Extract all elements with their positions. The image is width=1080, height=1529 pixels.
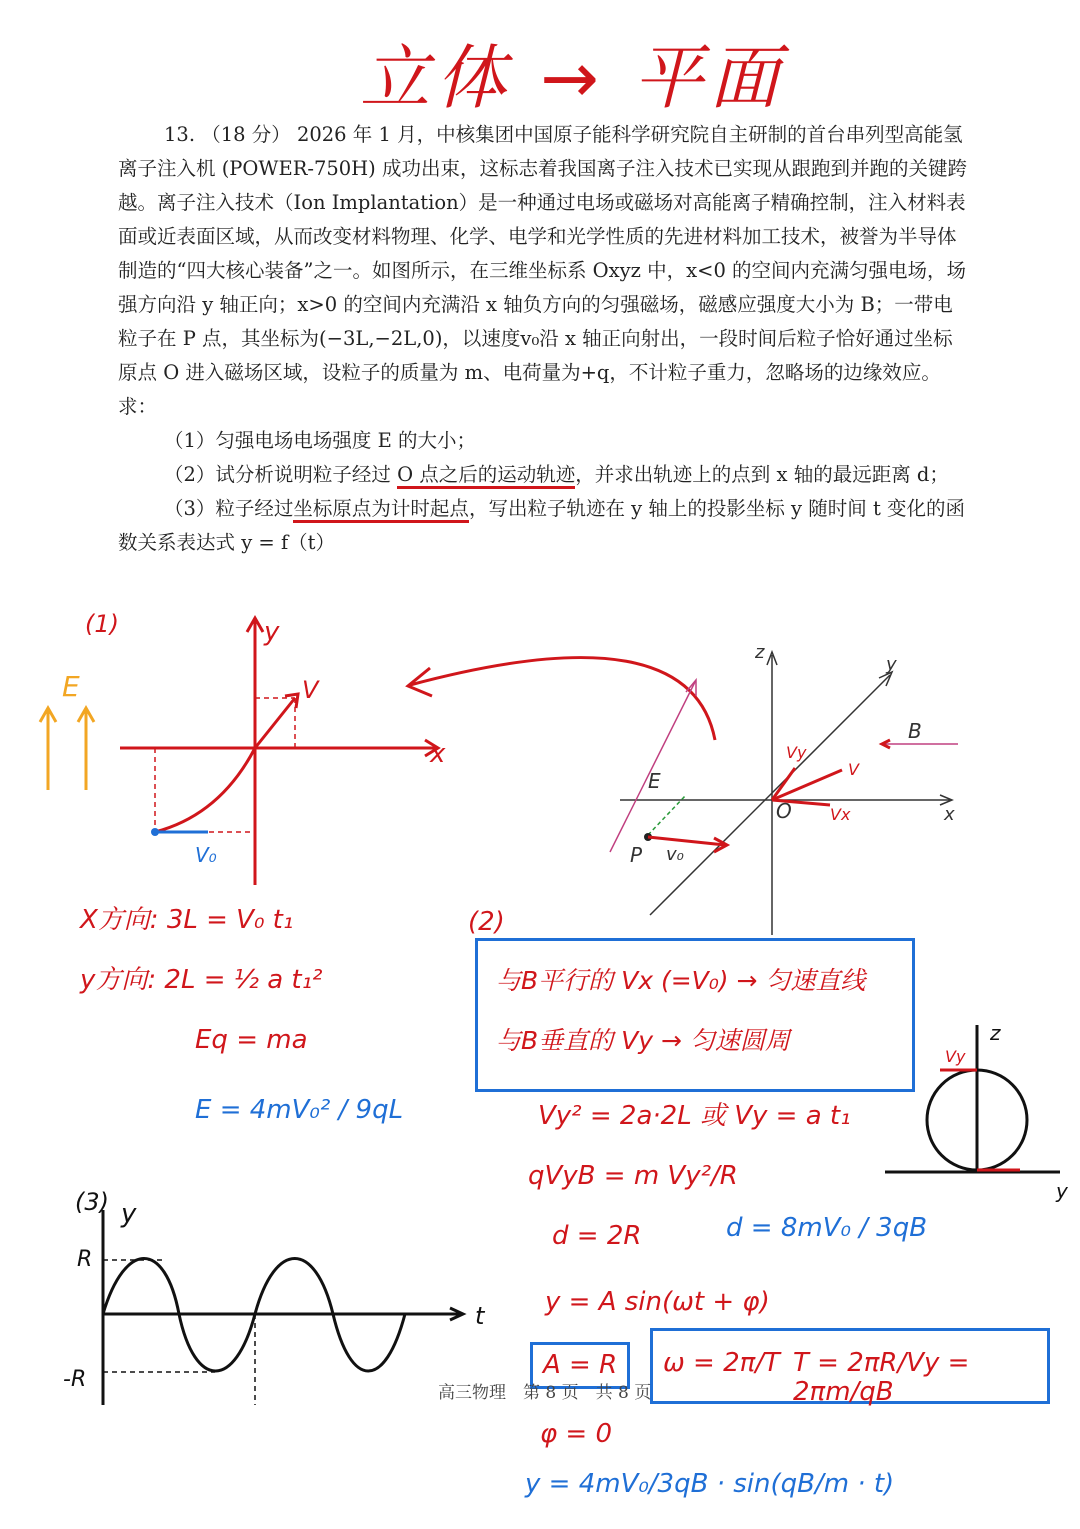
velocity-label: V <box>302 676 319 704</box>
question-1: （1）匀强电场电场强度 E 的大小； <box>164 429 477 452</box>
part2-label: (2) <box>468 907 505 937</box>
part2-eq-vy: Vy² = 2a·2L 或 Vy = a t₁ <box>538 1101 851 1131</box>
diagram-3d <box>590 640 990 940</box>
circle-sketch <box>880 1020 1070 1210</box>
part3-eq-general: y = A sin(ωt + φ) <box>545 1287 770 1317</box>
svg-text:x: x <box>944 804 955 825</box>
part2-eq-radius: qVyB = m Vy²/R <box>528 1161 738 1191</box>
problem-text <box>118 118 968 560</box>
part3-axis-t: t <box>475 1302 485 1330</box>
part3-negR-label: -R <box>63 1367 87 1392</box>
E-field-line <box>610 682 695 852</box>
part3-eq-phase: φ = 0 <box>540 1419 613 1449</box>
part2-line1: 与B平行的 Vx (=V₀) → 匀速直线 <box>496 966 866 995</box>
axis-x-label: x <box>430 739 446 769</box>
part1-label: (1) <box>85 610 119 638</box>
question-3: （3）粒子经过坐标原点为计时起点，写出粒子轨迹在 y 轴上的投影坐标 y 随时间 t 变化的函数关系表达式 y = f（t） <box>118 497 965 554</box>
page-footer: 高三物理 第 8 页 共 8 页 <box>438 1383 652 1403</box>
E-label: E <box>62 670 80 703</box>
question-2: （2）试分析说明粒子经过 O 点之后的运动轨迹，并求出轨迹上的点到 x 轴的最远距离 d； <box>118 458 968 492</box>
part2-analysis-box <box>475 938 915 1092</box>
problem-number: 13. <box>164 123 196 146</box>
part3-graph <box>55 1180 495 1410</box>
part3-eq-period: T = 2πR/Vy = 2πm/qB <box>793 1348 970 1407</box>
svg-text:z: z <box>990 1021 1001 1045</box>
part3-label: (3) <box>75 1188 109 1216</box>
part2-line2: 与B垂直的 Vy → 匀速圆周 <box>496 1026 790 1055</box>
svg-text:v₀: v₀ <box>666 844 684 865</box>
svg-text:y: y <box>1056 1179 1068 1203</box>
svg-text:B: B <box>908 719 922 743</box>
v0-arrow-3d <box>648 837 725 845</box>
part1-eq-x: X方向: 3L = V₀ t₁ <box>80 905 294 935</box>
part3-R-label: R <box>77 1247 93 1272</box>
v0-label: V₀ <box>195 843 217 867</box>
field-E-arrows <box>40 708 94 790</box>
svg-text:Vy: Vy <box>786 743 807 762</box>
part1-eq-y: y方向: 2L = ½ a t₁² <box>80 965 323 995</box>
svg-text:y: y <box>886 654 897 675</box>
part2-eq-d: d = 2R <box>552 1221 642 1251</box>
part3-eq-omega: ω = 2π/T <box>663 1348 780 1378</box>
part3-axis-y: y <box>121 1199 137 1229</box>
svg-text:z: z <box>755 642 765 663</box>
svg-text:P: P <box>630 843 643 867</box>
handwritten-title: 立体 → 平面 <box>360 37 786 119</box>
axis-y-label: y <box>264 617 280 647</box>
svg-text:Vy: Vy <box>945 1047 966 1066</box>
part1-eq-result: E = 4mV₀² / 9qL <box>195 1095 404 1125</box>
part3-eq-result: y = 4mV₀/3qB · sin(qB/m · t) <box>525 1469 895 1499</box>
part1-eq-force: Eq = ma <box>195 1025 308 1055</box>
svg-text:E: E <box>648 769 661 793</box>
part2-result-d: d = 8mV₀ / 3qB <box>726 1213 928 1243</box>
svg-text:O: O <box>776 799 792 823</box>
problem-body: 2026 年 1 月，中核集团中国原子能科学研究院自主研制的首台串列型高能氢离子注入机 (POWER-750H) 成功出束，这标志着我国离子注入技术已实现从跟跑到并跑的关键跨越。离子注入技术（Ion Implantation）是一种通过电场或磁场对高能离子精确控制，注入材料表面或近表面区域，从而改变材料物理、化学、电学和光学性质的先进材料加工技术，被誉为半导体制造的“四大核心装备”之一。如图所示，在三维坐标系 Oxyz 中，x<0 的空间内充满匀强电场，场强方向沿 y 轴正向；x>0 的空间内充满沿 x 轴负方向的匀强磁场，磁感应强度大小为 B；一带电粒子在 P 点，其坐标为(−3L,−2L,0)，以速度v₀沿 x 轴正向射出，一段时间后粒子恰好通过坐标原点 O 进入磁场区域，设粒子的质量为 m、电荷量为+q，不计粒子重力，忽略场的边缘效应。求： <box>118 123 967 418</box>
part3-period-box <box>650 1328 1050 1407</box>
problem-score: （18 分） <box>201 123 291 146</box>
part3-eq-amplitude: A = R <box>530 1342 630 1389</box>
trajectory-curve <box>155 698 295 832</box>
svg-text:V: V <box>848 760 859 779</box>
svg-text:Vx: Vx <box>830 805 851 824</box>
